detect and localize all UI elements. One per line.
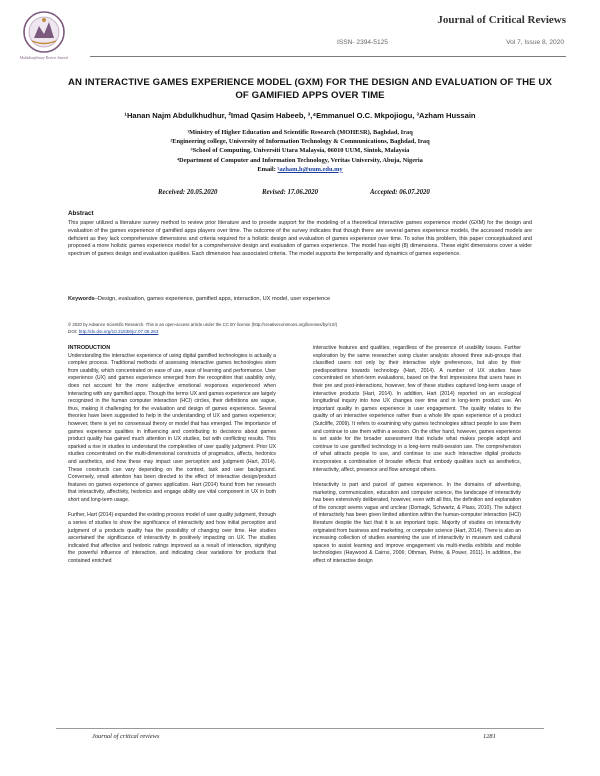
affiliation-3: ³School of Computing, Universiti Utara Malaysia, 06010 UUM, Sintok, Malaysia	[190, 147, 410, 155]
abstract-text: This paper utilized a literature survey method to review prior literature and to provide support for the modeling of a theoretical interactive games experience model (GXM) for the design and evaluation of the games experience of gamified apps players over time. The outcome of the survey indicates that though there are several games experience models, the accessed models are deficient as they lack comprehensive dimensions and criteria required for a holistic design and evaluation of games experience over time. To solve this problem, this paper conceptualized and proposed a more holistic games experience model for a comprehensive design and evaluation of games experience. The model has eight (8) dimensions. These eight dimensions cover a wider spectrum of games design and evaluation qualities. Each dimension has associated criteria. The model supports the temporality and dynamics of games experience.	[68, 220, 532, 258]
paragraph: interactive features and qualities, regardless of the presence of usability issues. Further exploration by the same researcher using cluster analysis showed three sub-groups that classified users not only by their interactive style preferences, but also by their predispositions towards technology (Hart, 2014). A number of UX studies have concentrated on short-term evaluations, based on the first impressions that users have in their pre and post-interactions, however, few of these studies captured long-term usage of interactive products (Hart, 2014). In addition, Hart (2014) reported on an ecological longitudinal inquiry into how UX changes over time and in long-term product use. An important quality in games experience is user engagement. The quality relates to the quality of an interactive experience rather than a whole life span experience of a product (Sutcliffe, 2009). It refers to examining why games technologies attract people to use them and continue to use them within a session. On the other hand, however, games experience is set aside for the broader assessment that include what makes people adopt and continue to use gamified technology in a long-term multi-session use. The comprehension of what attracts people to use, and continue to use such interactive digital products incorporates a combination of broader effects that embody qualities such as aesthetics, interactivity, affect, presence and flow amongst others.	[313, 345, 521, 473]
email-link[interactable]: ³azham.h@uum.edu.my	[277, 165, 343, 173]
keywords	[68, 296, 532, 302]
page-number: 1281	[483, 733, 496, 740]
email-line	[40, 165, 560, 174]
author-list: ¹Hanan Najm Abdulkhudhur, ²Imad Qasim Habeeb, ³,⁴Emmanuel O.C. Mkpojiogu, ³Azham Hussain	[124, 111, 476, 120]
keywords-list: –Design, evaluation, games experience, gamified apps, interaction, UX model, user experience	[94, 296, 331, 302]
journal-logo-icon	[22, 8, 66, 56]
affiliation-1: ¹Ministry of Higher Education and Scientific Research (MOHESR), Baghdad, Iraq	[187, 129, 413, 136]
article-title: AN INTERACTIVE GAMES EXPERIENCE MODEL (GXM) FOR THE DESIGN AND EVALUATION OF THE UX OF GAMIFIED APPS OVER TIME	[68, 77, 552, 101]
copyright-notice: © 2020 by Advance Scientific Research. This is an open-access article under the CC BY license (http://creativecommons.org/licenses/by/4.0/)	[68, 322, 338, 327]
affiliation-4: ⁴Department of Computer and Information Technology, Veritas University, Abuja, Nigeria	[177, 156, 423, 164]
paragraph: Further, Hart (2014) expanded the existing process model of user quality judgment, through a series of studies to show the significance of interactivity and how initial perception and judgment of a products quality has the possibility of changing over time. Her studies ascertained the significance of interactivity in positively impacting on UX. The studies indicated that affective and hedonic ratings improved as a result of interaction, signifying the powerful influence of interaction, and indicating clear variations for products that contained enriched	[68, 512, 276, 565]
abstract-heading: Abstract	[68, 210, 94, 217]
journal-title: Journal of Critical Reviews	[437, 14, 566, 26]
keywords-label: Keywords	[68, 296, 95, 302]
logo-caption: Multidisciplinary Review Journal	[19, 56, 69, 60]
paragraph: Interactivity is part and parcel of games experience. In the domains of advertising, marketing, communication, education and computer science, the landscape of interactivity has been extensively deliberated, however, even with all this, the definition and explanation of the concept seems vague and unclear (Domagk, Schwartz, & Plass, 2010). The subject of interactivity has been given limited attention within the human-computer interaction (HCI) literature despite the fact that it is an important topic. Majority of studies on interactivity originated from business and marketing, or computer science (Hart, 2014). There is also an increasing collection of studies examining the use of interactivity in museum and cultural spaces to assist learning and improve engagement via multi-media exhibits and mobile technologies (Haywood & Cairns, 2006; Othman, Petrie, & Power, 2011). In addition, the effect of interactive design	[313, 482, 521, 565]
doi-link[interactable]: http://dx.doi.org/10.31838/jcr.07.08.263	[78, 329, 159, 334]
affiliations	[40, 128, 560, 174]
body-column-right	[313, 345, 521, 574]
accepted-date: Accepted: 06.07.2020	[370, 189, 430, 196]
header-rule	[90, 56, 566, 57]
body-column-left	[68, 345, 276, 574]
paragraph: Understanding the interactive experience of using digital gamified technologies is actually a complex process. Traditional methods of assessing interactive games technologies stem from usability, which concentrated on ease of use, ease of learning and performance. User experience (UX) and games experience emerged from the recognition that usability only, does not account for the more subjective emotional responses experienced when interacting with any gamified apps. Though the terms UX and games experience are largely recognized in the human computer interaction (HCI) circles, their definitions are vague, thus, making it challenging for the evaluation and design of games experience. Several theories have been suggested to help in the understanding of UX and games experience; however, there is yet no consensual theory or model that has emerged. The importance of games experience qualities in influencing and contributing to decisions about games product quality has gained much attention in UX studies, but with conflicting results. This sparked a rise in studies to understand the complexities of user quality judgment. Prior UX studies concentrated on the multi-dimensional constructs of pragmatics, affects, hedonics and aesthetics, and how these may impact user perception and judgment (Hart, 2014). These constructs can vary depending on the context, task and user background. Conversely, small attention has been directed to the effect of interactive design/product features on games experience of games application. Hart (2014) found from her research that interactivity, affectivity, hedonics and engage ability are vital component in UX in both short and long-term usage.	[68, 352, 276, 503]
section-heading-introduction: INTRODUCTION	[68, 345, 111, 351]
affiliation-2: ²Engineering college, University of Information Technology & Communications, Baghdad, Iraq	[170, 138, 430, 146]
doi-label: DOI:	[68, 329, 79, 334]
footer-journal-name: Journal of critical reviews	[92, 733, 160, 740]
doi-line	[68, 329, 158, 334]
volume-issue: Vol 7, Issue 8, 2020	[506, 39, 564, 46]
email-label: Email:	[257, 165, 278, 173]
revised-date: Revised: 17.06.2020	[262, 189, 319, 196]
footer-rule	[56, 728, 544, 729]
received-date: Received: 20.05.2020	[158, 189, 218, 196]
issn: ISSN- 2394-5125	[337, 39, 388, 46]
